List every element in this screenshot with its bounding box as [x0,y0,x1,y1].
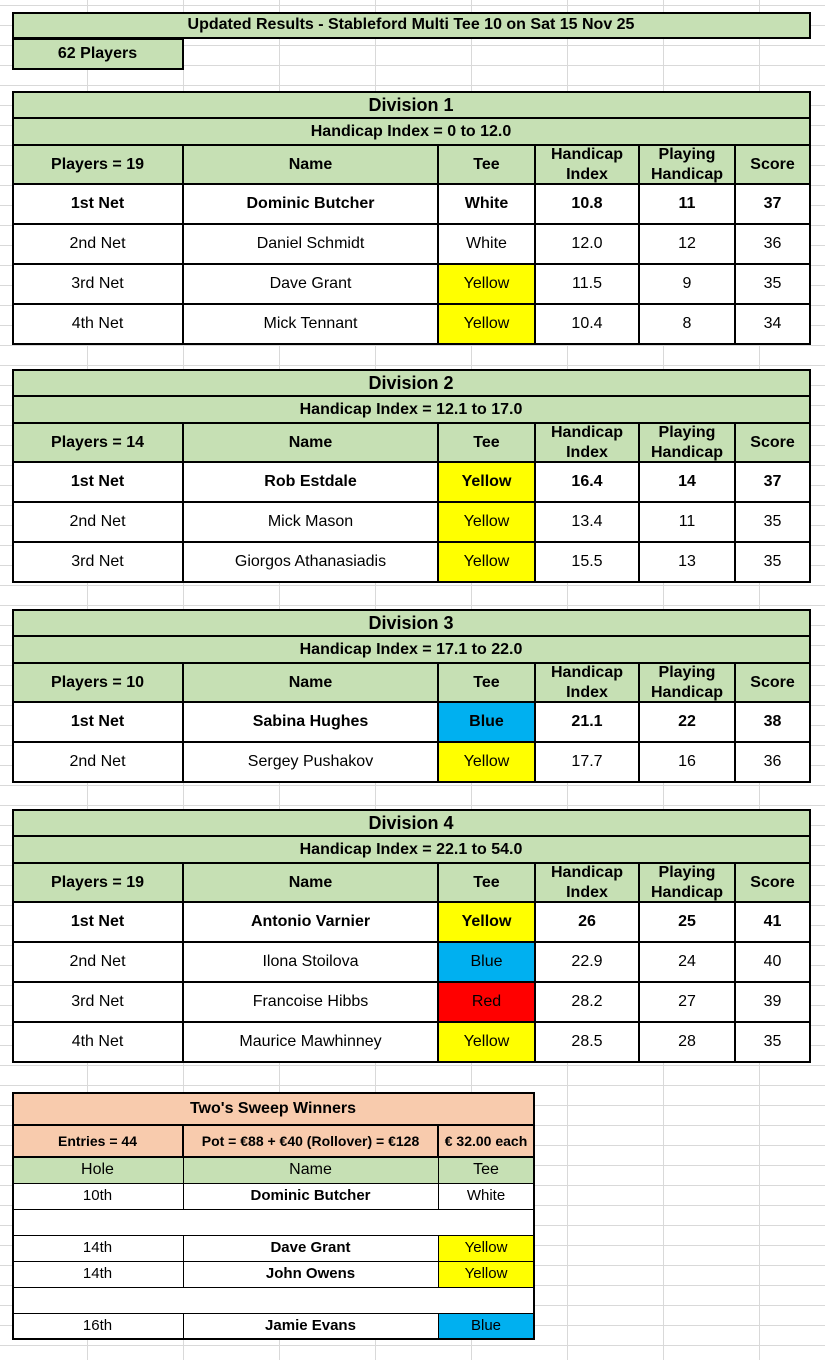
handicap-index-header-line2: Index [566,165,608,183]
sweep-empty-row [12,1287,534,1313]
playing-handicap-header [639,145,735,184]
tee-header: Tee [438,663,535,702]
place-cell: 3rd Net [12,264,183,304]
column-divider [534,863,536,1062]
division-handicap-range: Handicap Index = 0 to 12.0 [12,118,810,145]
column-divider [534,145,536,344]
score-header: Score [735,663,810,702]
column-divider [437,145,439,344]
column-divider [734,863,736,1062]
score-cell: 40 [735,942,810,982]
row-divider [12,662,810,664]
column-divider [182,423,184,582]
handicap-index-cell: 22.9 [535,942,639,982]
sweep-column-divider [438,1157,439,1183]
row-divider [12,263,810,265]
handicap-index-cell: 11.5 [535,264,639,304]
player-name-cell: Sabina Hughes [183,702,438,742]
handicap-index-cell: 12.0 [535,224,639,264]
tee-cell: Yellow [438,462,535,502]
playing-handicap-header-line2: Handicap [650,883,723,901]
sweep-title: Two's Sweep Winners [12,1092,534,1125]
column-divider [437,1125,439,1157]
column-divider [182,1125,184,1157]
column-divider [437,663,439,782]
sweep-winner-name: Dave Grant [183,1235,438,1261]
playing-handicap-header-line2: Handicap [650,443,723,461]
playing-handicap-cell: 8 [639,304,735,344]
sweep-column-divider [183,1183,184,1209]
place-cell: 3rd Net [12,982,183,1022]
handicap-index-header-line2: Index [566,683,608,701]
sweep-column-divider [183,1157,184,1183]
row-divider [12,144,810,146]
place-cell: 2nd Net [12,502,183,542]
playing-handicap-header-line1: Playing [658,423,716,441]
sweep-column-divider [438,1313,439,1339]
score-cell: 37 [735,462,810,502]
playing-handicap-header [639,663,735,702]
sweep-row-divider [12,1209,534,1210]
players-header: Players = 19 [12,863,183,902]
playing-handicap-cell: 22 [639,702,735,742]
sweep-column-divider [183,1261,184,1287]
playing-handicap-header-line1: Playing [658,863,716,881]
score-cell: 37 [735,184,810,224]
sheet-title: Updated Results - Stableford Multi Tee 10 on Sat 15 Nov 25 [12,12,810,38]
score-cell: 35 [735,264,810,304]
sweep-each: € 32.00 each [438,1125,534,1157]
playing-handicap-cell: 14 [639,462,735,502]
row-divider [12,835,810,837]
sweep-hole-cell: 16th [12,1313,183,1339]
row-divider [12,701,810,703]
column-divider [638,145,640,344]
tee-header: Tee [438,423,535,462]
player-name-cell: Antonio Varnier [183,902,438,942]
handicap-index-cell: 10.8 [535,184,639,224]
column-divider [182,145,184,344]
row-divider [12,1124,534,1126]
handicap-index-header [535,663,639,702]
handicap-index-header-line1: Handicap [550,863,623,881]
row-divider [12,501,810,503]
sweep-tee-cell: Blue [438,1313,534,1339]
score-header: Score [735,145,810,184]
player-name-cell: Mick Tennant [183,304,438,344]
row-divider [12,1156,534,1158]
tee-cell: Blue [438,942,535,982]
players-count: 62 Players [12,38,183,69]
division-title: Division 1 [12,91,810,118]
tee-cell: Yellow [438,542,535,582]
handicap-index-cell: 28.2 [535,982,639,1022]
sweep-tee-cell: White [438,1183,534,1209]
score-header: Score [735,863,810,902]
players-header: Players = 19 [12,145,183,184]
playing-handicap-cell: 25 [639,902,735,942]
division-handicap-range: Handicap Index = 22.1 to 54.0 [12,836,810,863]
row-divider [12,422,810,424]
sweep-column-divider [183,1235,184,1261]
player-name-cell: Francoise Hibbs [183,982,438,1022]
sweep-winner-name: John Owens [183,1261,438,1287]
tee-cell: White [438,184,535,224]
column-divider [734,423,736,582]
sweep-empty-row [12,1209,534,1235]
sweep-row-divider [12,1287,534,1288]
handicap-index-cell: 26 [535,902,639,942]
playing-handicap-cell: 11 [639,184,735,224]
sweep-name-header: Name [183,1157,438,1183]
row-divider [12,981,810,983]
player-name-cell: Giorgos Athanasiadis [183,542,438,582]
player-name-cell: Maurice Mawhinney [183,1022,438,1062]
handicap-index-cell: 28.5 [535,1022,639,1062]
name-header: Name [183,423,438,462]
playing-handicap-cell: 13 [639,542,735,582]
sweep-hole-cell: 14th [12,1261,183,1287]
division-title: Division 2 [12,369,810,396]
playing-handicap-header-line2: Handicap [650,683,723,701]
column-divider [734,663,736,782]
score-cell: 36 [735,224,810,264]
row-divider [12,941,810,943]
place-cell: 1st Net [12,902,183,942]
tee-cell: Yellow [438,264,535,304]
handicap-index-header-line1: Handicap [550,663,623,681]
tee-cell: Blue [438,702,535,742]
name-header: Name [183,863,438,902]
playing-handicap-cell: 9 [639,264,735,304]
players-header: Players = 10 [12,663,183,702]
column-divider [182,663,184,782]
score-cell: 38 [735,702,810,742]
handicap-index-header-line1: Handicap [550,423,623,441]
handicap-index-header [535,423,639,462]
sweep-column-divider [438,1235,439,1261]
sweep-column-divider [183,1313,184,1339]
column-divider [182,863,184,1062]
tee-cell: Yellow [438,1022,535,1062]
column-divider [534,423,536,582]
row-divider [12,461,810,463]
division-title: Division 4 [12,809,810,836]
tee-header: Tee [438,863,535,902]
handicap-index-cell: 21.1 [535,702,639,742]
division-handicap-range: Handicap Index = 17.1 to 22.0 [12,636,810,663]
column-divider [638,663,640,782]
tee-cell: White [438,224,535,264]
place-cell: 2nd Net [12,942,183,982]
score-header: Score [735,423,810,462]
sweep-row-divider [12,1235,534,1236]
sweep-hole-cell: 10th [12,1183,183,1209]
handicap-index-header [535,863,639,902]
place-cell: 2nd Net [12,742,183,782]
playing-handicap-cell: 16 [639,742,735,782]
sweep-row-divider [12,1183,534,1184]
sweep-tee-cell: Yellow [438,1261,534,1287]
sweep-column-divider [438,1261,439,1287]
row-divider [12,223,810,225]
row-divider [12,117,810,119]
place-cell: 4th Net [12,1022,183,1062]
name-header: Name [183,663,438,702]
handicap-index-cell: 15.5 [535,542,639,582]
row-divider [12,541,810,543]
score-cell: 35 [735,1022,810,1062]
handicap-index-header-line1: Handicap [550,145,623,163]
sweep-hole-header: Hole [12,1157,183,1183]
handicap-index-header-line2: Index [566,443,608,461]
player-name-cell: Sergey Pushakov [183,742,438,782]
handicap-index-cell: 16.4 [535,462,639,502]
tee-cell: Yellow [438,304,535,344]
players-header: Players = 14 [12,423,183,462]
sweep-row-divider [12,1313,534,1314]
playing-handicap-cell: 24 [639,942,735,982]
sweep-winner-name: Jamie Evans [183,1313,438,1339]
sweep-row-divider [12,1261,534,1262]
row-divider [12,183,810,185]
player-name-cell: Dave Grant [183,264,438,304]
playing-handicap-header-line2: Handicap [650,165,723,183]
division-handicap-range: Handicap Index = 12.1 to 17.0 [12,396,810,423]
row-divider [12,303,810,305]
playing-handicap-header-line1: Playing [658,145,716,163]
handicap-index-header-line2: Index [566,883,608,901]
sweep-winner-name: Dominic Butcher [183,1183,438,1209]
handicap-index-header [535,145,639,184]
column-divider [734,145,736,344]
place-cell: 2nd Net [12,224,183,264]
row-divider [12,635,810,637]
playing-handicap-header [639,863,735,902]
column-divider [638,423,640,582]
score-cell: 34 [735,304,810,344]
place-cell: 1st Net [12,702,183,742]
place-cell: 4th Net [12,304,183,344]
playing-handicap-cell: 28 [639,1022,735,1062]
player-name-cell: Ilona Stoilova [183,942,438,982]
tee-cell: Red [438,982,535,1022]
player-name-cell: Rob Estdale [183,462,438,502]
player-name-cell: Dominic Butcher [183,184,438,224]
name-header: Name [183,145,438,184]
sweep-pot: Pot = €88 + €40 (Rollover) = €128 [183,1125,438,1157]
score-cell: 39 [735,982,810,1022]
sweep-tee-header: Tee [438,1157,534,1183]
sweep-hole-cell: 14th [12,1235,183,1261]
tee-cell: Yellow [438,502,535,542]
column-divider [534,663,536,782]
handicap-index-cell: 13.4 [535,502,639,542]
handicap-index-cell: 17.7 [535,742,639,782]
column-divider [437,423,439,582]
place-cell: 1st Net [12,462,183,502]
sweep-tee-cell: Yellow [438,1235,534,1261]
playing-handicap-cell: 27 [639,982,735,1022]
place-cell: 3rd Net [12,542,183,582]
row-divider [12,741,810,743]
score-cell: 41 [735,902,810,942]
row-divider [12,1021,810,1023]
tee-cell: Yellow [438,742,535,782]
place-cell: 1st Net [12,184,183,224]
score-cell: 36 [735,742,810,782]
score-cell: 35 [735,542,810,582]
playing-handicap-header [639,423,735,462]
handicap-index-cell: 10.4 [535,304,639,344]
playing-handicap-cell: 12 [639,224,735,264]
column-divider [437,863,439,1062]
tee-cell: Yellow [438,902,535,942]
playing-handicap-cell: 11 [639,502,735,542]
playing-handicap-header-line1: Playing [658,663,716,681]
player-name-cell: Mick Mason [183,502,438,542]
row-divider [12,395,810,397]
row-divider [12,862,810,864]
tee-header: Tee [438,145,535,184]
column-divider [638,863,640,1062]
sweep-entries: Entries = 44 [12,1125,183,1157]
division-title: Division 3 [12,609,810,636]
sweep-column-divider [438,1183,439,1209]
score-cell: 35 [735,502,810,542]
row-divider [12,901,810,903]
player-name-cell: Daniel Schmidt [183,224,438,264]
